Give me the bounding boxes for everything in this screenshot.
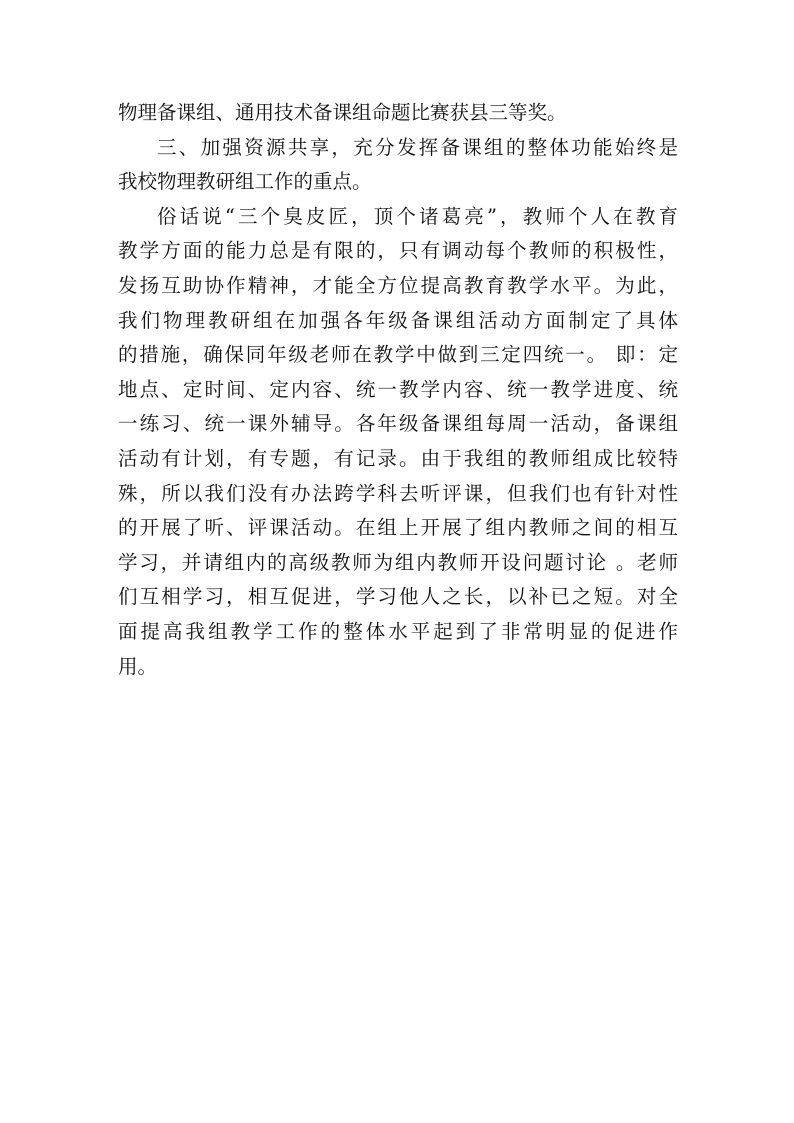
text-line: 我校物理教研组工作的重点。 <box>118 170 372 194</box>
text-line: 物理备课组、通用技术备课组命题比赛获县三等奖。 <box>118 101 567 124</box>
text-line: 俗话说“三个臭皮匠，顶个诸葛亮”，教师个人在教育 <box>157 204 678 228</box>
paragraph-continuation <box>118 96 678 131</box>
text-line: 用。 <box>118 654 158 678</box>
text-line: 地点、定时间、定内容、统一教学内容、统一教学进度、统 <box>118 377 678 401</box>
text-line: 学习，并请组内的高级教师为组内教师开设问题讨论 。老师 <box>118 550 678 574</box>
text-line: 的措施，确保同年级老师在教学中做到三定四统一。 即：定 <box>118 343 678 367</box>
text-line: 教学方面的能力总是有限的，只有调动每个教师的积极性， <box>118 239 678 263</box>
text-line: 们互相学习，相互促进，学习他人之长，以补已之短。对全 <box>118 585 678 609</box>
text-line: 一练习、统一课外辅导。各年级备课组每周一活动，备课组 <box>118 412 678 436</box>
text-line: 的开展了听、评课活动。在组上开展了组内教师之间的相互 <box>118 516 678 540</box>
paragraph-body <box>118 200 678 684</box>
text-line: 活动有计划，有专题，有记录。由于我组的教师组成比较特 <box>118 446 678 470</box>
paragraph-section-three-heading <box>118 131 678 200</box>
text-line: 三、加强资源共享，充分发挥备课组的整体功能始终是 <box>157 135 678 159</box>
text-line: 殊，所以我们没有办法跨学科去听评课，但我们也有针对性 <box>118 481 678 505</box>
text-line: 发扬互助协作精神，才能全方位提高教育教学水平。为此， <box>118 273 678 297</box>
text-line: 面提高我组教学工作的整体水平起到了非常明显的促进作 <box>118 619 678 643</box>
document-body <box>118 96 678 684</box>
text-line: 我们物理教研组在加强各年级备课组活动方面制定了具体 <box>118 308 678 332</box>
